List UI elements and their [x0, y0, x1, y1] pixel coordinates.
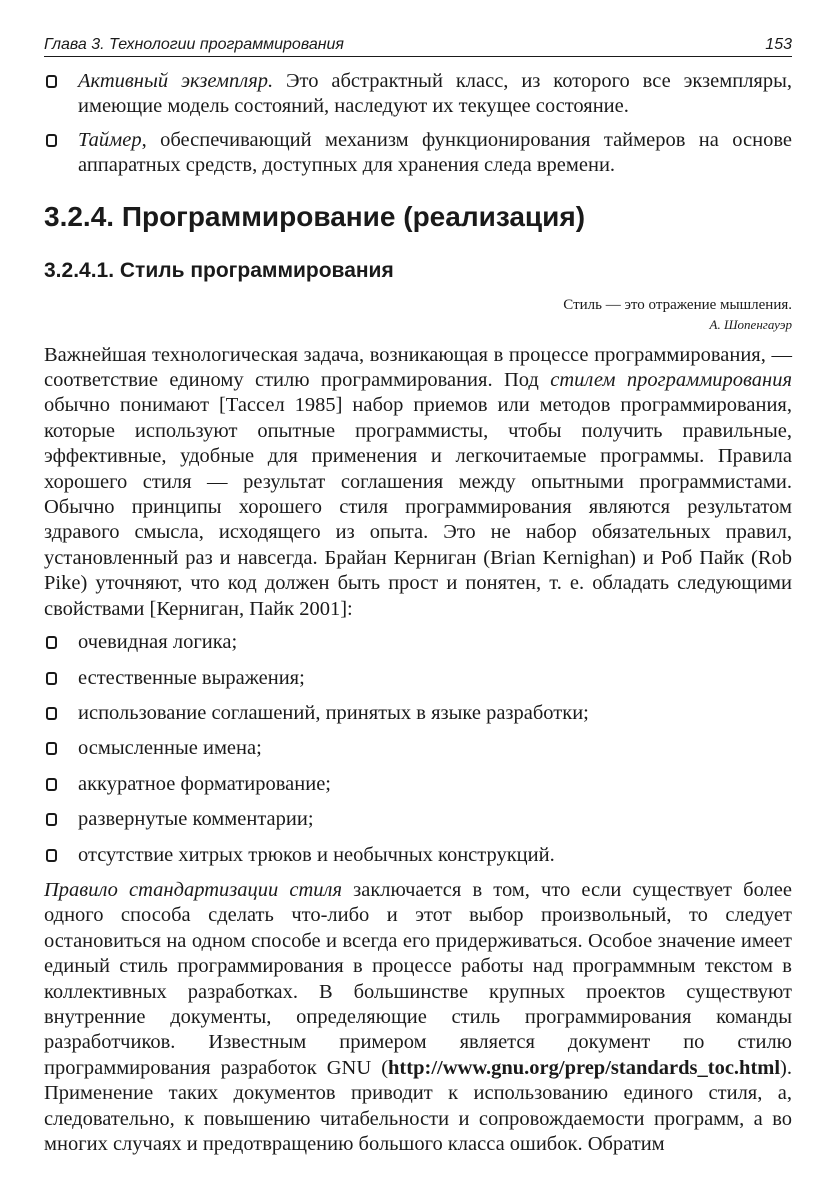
list-item-text: развернутые комментарии;: [78, 808, 314, 831]
list-item-text: естественные выражения;: [78, 666, 305, 689]
paragraph: [44, 878, 792, 1157]
intro-bullet-list: [44, 69, 792, 179]
checkbox-bullet-icon: [46, 742, 57, 755]
chapter-title: Глава 3. Технологии программирования: [44, 36, 344, 53]
paragraph-text: обычно понимают [Тассел 1985] набор приемов или методов программирования, которые используют опытные программисты, чтобы получить правильные, эффективные, удобные для применения и легкочитаемые программы. Правила хорошего стиля — результат соглашения между опытными программистами. Обычно принципы хорошего стиля программирования являются результатом здравого смысла, исходящего из опыта. Это не набор обязательных правил, установленный раз и навсегда. Брайан Керниган (Brian Kernighan) и Роб Пайк (Rob Pike) уточняют, что код должен быть прост и понятен, т. е. обладать следующими свойствами [Керниган, Пайк 2001]:: [44, 394, 792, 620]
bullet-text: Это абстрактный класс, из которого все экземпляры, имеющие модель состояний, наследуют их текущее состояние.: [78, 70, 793, 118]
paragraph-term: стилем программирования: [550, 369, 793, 392]
properties-list: [44, 630, 792, 868]
list-item: [44, 666, 792, 691]
list-item-text: осмысленные имена;: [78, 737, 262, 760]
paragraph-term: Правило стандартизации стиля: [44, 878, 343, 901]
checkbox-bullet-icon: [46, 672, 57, 685]
bullet-item: [44, 128, 792, 179]
checkbox-bullet-icon: [46, 75, 57, 88]
checkbox-bullet-icon: [46, 813, 57, 826]
bullet-text: , обеспечивающий механизм функционирования таймеров на основе аппаратных средств, доступных для хранения следа времени.: [78, 128, 792, 177]
page-number: 153: [765, 36, 792, 53]
list-item: [44, 736, 792, 761]
list-item: [44, 630, 792, 655]
bullet-term: Таймер: [78, 128, 142, 151]
epigraph: [44, 295, 792, 335]
checkbox-bullet-icon: [46, 636, 57, 649]
list-item: [44, 701, 792, 726]
epigraph-quote: Стиль — это отражение мышления.: [563, 296, 792, 313]
paragraph-text: ). Применение таких документов приводит к использованию единого стиля, а, следовательно, к повышению читабельности и сопровождаемости программ, а во многих случаях и предотвращению большого класса ошибок. Обратим: [44, 1056, 792, 1155]
bullet-term: Активный экземпляр.: [78, 70, 274, 92]
list-item-text: аккуратное форматирование;: [78, 772, 331, 795]
list-item: [44, 772, 792, 797]
book-page: [44, 36, 792, 1157]
paragraph-text: Важнейшая технологическая задача, возникающая в процессе программирования, — соответствие единому стилю программирования. Под: [44, 343, 792, 392]
epigraph-author: А. Шопенгауэр: [709, 316, 792, 332]
list-item-text: очевидная логика;: [78, 631, 238, 654]
checkbox-bullet-icon: [46, 849, 57, 862]
gnu-standards-url: http://www.gnu.org/prep/standards_toc.html: [388, 1056, 781, 1079]
checkbox-bullet-icon: [46, 778, 57, 791]
paragraph-text: заключается в том, что если существует более одного способа сделать что-либо и этот выбор произвольный, то следует остановиться на одном способе и всегда его придерживаться. Особое значение имеет единый стиль программирования в процессе работы над программным текстом в коллективных разработках. В большинстве крупных проектов существуют внутренние документы, определяющие стиль программирования команды разработчиков. Известным примером является документ по стилю программирования разработок GNU (: [44, 878, 792, 1079]
list-item-text: отсутствие хитрых трюков и необычных конструкций.: [78, 843, 555, 866]
checkbox-bullet-icon: [46, 134, 57, 147]
list-item: [44, 843, 792, 868]
bullet-item: [44, 69, 792, 120]
list-item: [44, 807, 792, 832]
list-item-text: использование соглашений, принятых в языке разработки;: [78, 701, 589, 724]
checkbox-bullet-icon: [46, 707, 57, 720]
subsection-title: 3.2.4.1. Стиль программирования: [44, 258, 394, 282]
section-title: 3.2.4. Программирование (реализация): [44, 200, 586, 232]
running-header: [44, 36, 792, 57]
paragraph: [44, 343, 792, 622]
